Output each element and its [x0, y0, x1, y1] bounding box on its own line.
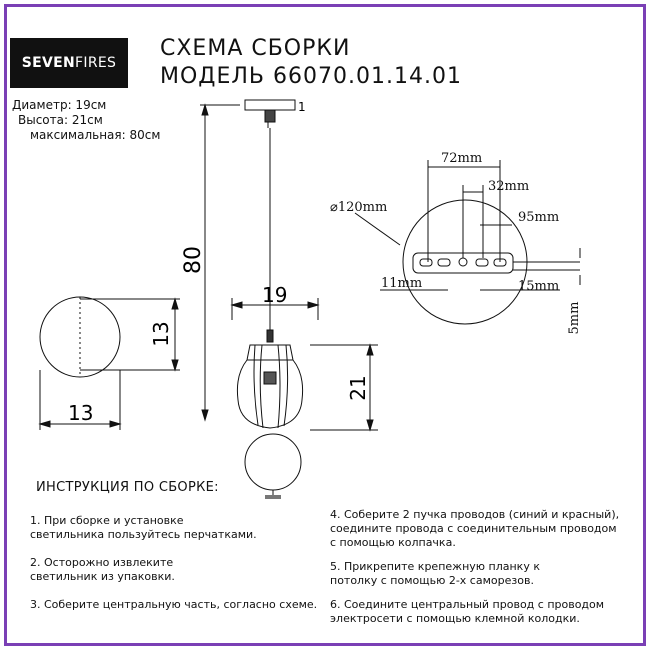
label-total-height: 80: [181, 246, 206, 274]
label-d5: 5mm: [567, 301, 582, 335]
instruction-step-1: 1. При сборке и установке светильника пользуйтесь перчатками.: [30, 514, 257, 541]
mounting-disc: [403, 200, 527, 324]
logo-bold: SEVEN: [21, 55, 76, 71]
instruction-step-3: 3. Соберите центральную часть, согласно схеме.: [30, 598, 318, 611]
instruction-step-5: 5. Прикрепите крепежную планку к потолку с помощью 2-х саморезов.: [330, 560, 540, 587]
label-d120: ⌀120mm: [330, 200, 388, 215]
instruction-step-2: 2. Осторожно извлеките светильник из упаковки.: [30, 556, 175, 583]
instruction-step-6: 6. Соедините центральный провод с проводом электросети с помощью клемной колодки.: [330, 598, 605, 625]
arrow-19-left: [232, 302, 242, 308]
label-width-main: 19: [262, 283, 288, 307]
shade-rib-2: [260, 345, 263, 428]
label-d72: 72mm: [441, 151, 483, 166]
arrow-13v-top: [172, 299, 178, 309]
arrow-21-bottom: [367, 420, 373, 430]
label-sphere-height: 13: [149, 321, 173, 347]
spec-max-height: максимальная: 80см: [30, 128, 161, 142]
arrow-bottom: [202, 410, 208, 420]
dim-leader-120: [355, 213, 400, 245]
spec-diameter: Диаметр: 19см: [12, 98, 107, 112]
label-height-main: 21: [346, 375, 370, 401]
label-d32: 32mm: [488, 179, 530, 194]
arrow-19-right: [308, 302, 318, 308]
label-d15: 15mm: [518, 279, 560, 294]
cable-clip: [267, 330, 273, 342]
ceiling-canopy: [245, 100, 295, 110]
plate-slot-1: [420, 259, 432, 266]
lamp-socket: [264, 372, 276, 384]
label-ceiling-mark: 1: [298, 100, 306, 114]
instructions-heading: ИНСТРУКЦИЯ ПО СБОРКЕ:: [36, 480, 219, 495]
label-d11: 11mm: [381, 276, 423, 291]
shade-rib-4: [284, 345, 288, 426]
arrow-13h-left: [40, 421, 50, 427]
model-number: МОДЕЛЬ 66070.01.14.01: [160, 64, 462, 89]
spec-height: Высота: 21см: [18, 113, 103, 127]
arrow-21-top: [367, 345, 373, 355]
arrow-13v-bottom: [172, 360, 178, 370]
sphere-cap: [265, 495, 281, 499]
label-d95: 95mm: [518, 210, 560, 225]
plate-slot-3: [476, 259, 488, 266]
plate-center-hole: [459, 258, 467, 266]
main-shade: [237, 345, 302, 428]
logo-light: FIRES: [75, 55, 117, 71]
arrow-13h-right: [110, 421, 120, 427]
page-title: СХЕМА СБОРКИ: [160, 36, 351, 61]
hanging-sphere: [245, 434, 301, 490]
instruction-step-4: 4. Соберите 2 пучка проводов (синий и красный), соедините провода с соединительным проводом с помощью колпачка.: [330, 508, 620, 549]
arrow-top: [202, 105, 208, 115]
shade-rib-3: [278, 345, 280, 428]
label-sphere-width: 13: [68, 401, 94, 425]
shade-rib-1: [254, 345, 258, 425]
canopy-fixture: [265, 110, 275, 122]
plate-slot-2: [438, 259, 450, 266]
